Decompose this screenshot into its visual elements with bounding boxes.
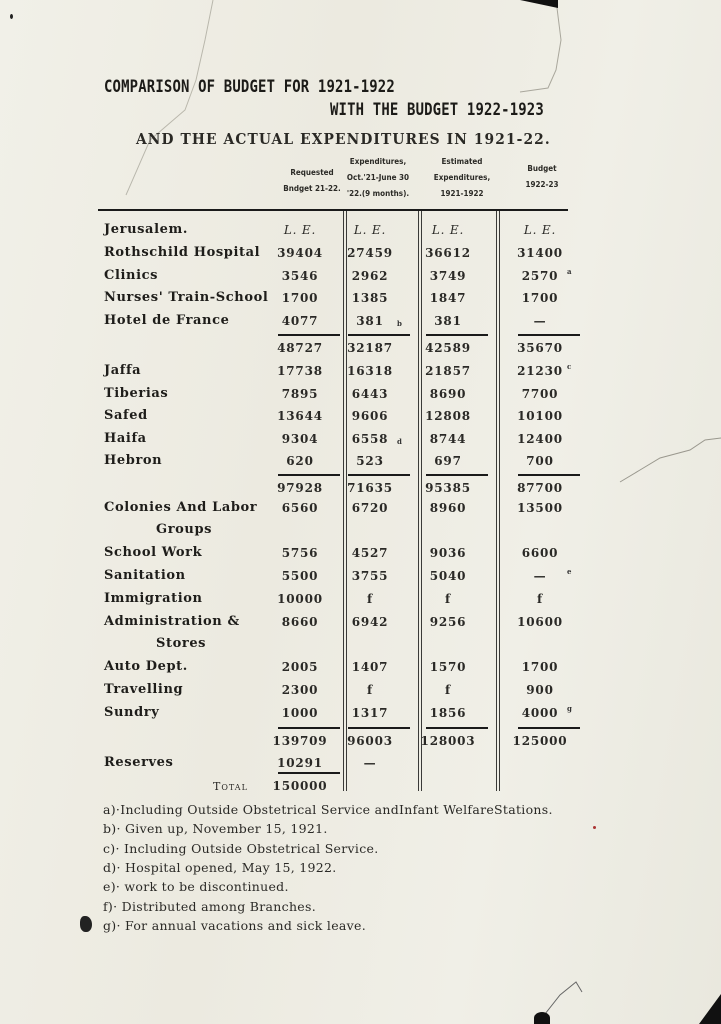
- cell-value: 21230: [517, 364, 563, 378]
- sum-rule: [348, 727, 410, 729]
- cell-value: 35670: [517, 341, 563, 355]
- cell-value: 620: [286, 454, 314, 468]
- row-label-continued: Stores: [156, 636, 207, 651]
- cell-value: 5756: [281, 546, 319, 560]
- cell-value: 6443: [351, 387, 389, 401]
- row-label: Rothschild Hospital: [104, 245, 261, 260]
- header-rule: [98, 209, 568, 211]
- row-label: Tiberias: [104, 386, 169, 401]
- sum-rule: [348, 474, 410, 476]
- cell-value: 2300: [281, 683, 319, 697]
- row-label: Auto Dept.: [104, 659, 188, 674]
- cell-value: 900: [526, 683, 554, 697]
- cell-value: f: [445, 592, 451, 606]
- cell-value: f: [367, 683, 373, 697]
- row-label: Hotel de France: [104, 313, 230, 328]
- cell-value: 9606: [351, 409, 389, 423]
- footnote: b)· Given up, November 15, 1921.: [103, 821, 328, 837]
- cell-value: 97928: [277, 481, 323, 495]
- cell-value: 6600: [521, 546, 559, 560]
- sum-rule: [348, 334, 410, 336]
- cell-value: 1847: [429, 291, 467, 305]
- footnote: d)· Hospital opened, May 15, 1922.: [103, 859, 337, 875]
- cell-value: 10000: [277, 592, 323, 606]
- cell-value: 1570: [429, 660, 467, 674]
- cell-value: 42589: [425, 341, 471, 355]
- cell-value: 8960: [429, 501, 467, 515]
- cell-value: —: [533, 569, 547, 583]
- cell-value: 27459: [347, 246, 393, 260]
- row-label: Safed: [104, 408, 148, 423]
- cell-value: 6560: [281, 501, 319, 515]
- cell-value: 4077: [281, 314, 319, 328]
- cell-value: 87700: [517, 481, 563, 495]
- cell-value: f: [537, 592, 543, 606]
- row-label: Colonies And Labor: [104, 500, 258, 515]
- currency-unit: L. E.: [353, 223, 387, 237]
- document-title: COMPARISON OF BUDGET FOR 1921-1922: [104, 77, 395, 97]
- cell-value: 12400: [517, 432, 563, 446]
- cell-value: 10291: [277, 756, 323, 770]
- cell-value: 21857: [425, 364, 471, 378]
- cell-value: 1700: [281, 291, 319, 305]
- cell-value: 10100: [517, 409, 563, 423]
- cell-value: 125000: [512, 734, 568, 748]
- cell-value: 16318: [347, 364, 393, 378]
- row-label-continued: Groups: [156, 522, 213, 537]
- cell-value: —: [363, 756, 377, 770]
- row-label: Nurses' Train-School: [104, 290, 269, 305]
- sum-rule: [278, 772, 340, 774]
- cell-value: 36612: [425, 246, 471, 260]
- torn-corner: [699, 994, 721, 1024]
- column-header-budget: Budget 1922-23: [525, 164, 559, 189]
- cell-value: 48727: [277, 341, 323, 355]
- row-label: School Work: [104, 545, 203, 560]
- currency-unit: L. E.: [523, 223, 557, 237]
- cell-value: 71635: [347, 481, 393, 495]
- cell-value: f: [367, 592, 373, 606]
- cell-value: 4000: [521, 706, 559, 720]
- cell-value: 697: [434, 454, 462, 468]
- sum-rule: [426, 474, 488, 476]
- row-label: Administration &: [104, 614, 240, 629]
- footnote-marker: a: [567, 267, 572, 276]
- sum-rule: [518, 334, 580, 336]
- row-label: Sundry: [104, 705, 160, 720]
- currency-unit: L. E.: [431, 223, 465, 237]
- ink-speck: [10, 14, 13, 19]
- sum-rule: [278, 334, 340, 336]
- column-header-expenditures: Expenditures, Oct.'21-June 30 '22.(9 months).: [346, 157, 410, 198]
- row-label: Jaffa: [104, 363, 142, 378]
- ink-blot: [534, 1012, 550, 1024]
- cell-value: 8744: [429, 432, 467, 446]
- sum-rule: [518, 474, 580, 476]
- cell-value: 7700: [521, 387, 559, 401]
- sum-rule: [426, 727, 488, 729]
- sum-rule: [278, 727, 340, 729]
- cell-value: 523: [356, 454, 384, 468]
- cell-value: f: [445, 683, 451, 697]
- footnote-marker: c: [567, 362, 572, 371]
- document-subtitle: AND THE ACTUAL EXPENDITURES IN 1921-22.: [136, 130, 551, 148]
- cell-value: 2962: [351, 269, 389, 283]
- cell-value: 1000: [281, 706, 319, 720]
- row-label: Jerusalem.: [104, 222, 188, 237]
- cell-value: 10600: [517, 615, 563, 629]
- footnote: f)· Distributed among Branches.: [103, 898, 316, 914]
- total-label: Total: [213, 780, 248, 793]
- cell-value: 7895: [281, 387, 319, 401]
- cell-value: 3749: [429, 269, 467, 283]
- cell-value: 139709: [272, 734, 328, 748]
- cell-value: 13500: [517, 501, 563, 515]
- cell-value: 128003: [420, 734, 476, 748]
- cell-value: 6942: [351, 615, 389, 629]
- column-header-requested: Requested Bndget 21-22.: [283, 168, 341, 193]
- row-label: Immigration: [104, 591, 203, 606]
- cell-value: 31400: [517, 246, 563, 260]
- column-divider: [499, 211, 500, 791]
- cell-value: 39404: [277, 246, 323, 260]
- cell-value: 2005: [281, 660, 319, 674]
- cell-value: 1856: [429, 706, 467, 720]
- footnote: c)· Including Outside Obstetrical Service.: [103, 840, 379, 856]
- cell-value: 3546: [281, 269, 319, 283]
- cell-value: 1317: [351, 706, 389, 720]
- ink-speck: [80, 916, 92, 932]
- cell-value: 6558: [351, 432, 389, 446]
- sum-rule: [518, 727, 580, 729]
- cell-value: 32187: [347, 341, 393, 355]
- row-label: Hebron: [104, 453, 163, 468]
- cell-value: 5500: [281, 569, 319, 583]
- sum-rule: [278, 474, 340, 476]
- column-divider: [496, 211, 497, 791]
- sum-rule: [426, 334, 488, 336]
- cell-value: 6720: [351, 501, 389, 515]
- cell-value: —: [533, 314, 547, 328]
- cell-value: 4527: [351, 546, 389, 560]
- cell-value: 381: [434, 314, 462, 328]
- row-label: Travelling: [104, 682, 184, 697]
- cell-value: 13644: [277, 409, 323, 423]
- cell-value: 1385: [351, 291, 389, 305]
- cell-value: 8660: [281, 615, 319, 629]
- document-title-line2: WITH THE BUDGET 1922-1923: [330, 100, 544, 120]
- footnote: a)·Including Outside Obstetrical Service andInfant WelfareStations.: [103, 802, 553, 817]
- row-label: Clinics: [104, 268, 159, 283]
- ink-speck: [593, 826, 596, 829]
- cell-value: 5040: [429, 569, 467, 583]
- cell-value: 3755: [351, 569, 389, 583]
- cell-value: 1700: [521, 291, 559, 305]
- column-header-estimated: Estimated Expenditures, 1921-1922: [433, 157, 491, 198]
- cell-value: 9256: [429, 615, 467, 629]
- cell-value: 9304: [281, 432, 319, 446]
- row-label: Haifa: [104, 431, 147, 446]
- row-label: Sanitation: [104, 568, 186, 583]
- cell-value: 700: [526, 454, 554, 468]
- footnote: g)· For annual vacations and sick leave.: [103, 917, 366, 933]
- cell-value: 1407: [351, 660, 389, 674]
- cell-value: 150000: [272, 779, 328, 793]
- footnote-marker: d: [397, 437, 402, 446]
- cell-value: 96003: [347, 734, 393, 748]
- currency-unit: L. E.: [283, 223, 317, 237]
- footnote-marker: e: [567, 567, 572, 576]
- footnote-marker: b: [397, 319, 402, 328]
- cell-value: 12808: [425, 409, 471, 423]
- cell-value: 2570: [521, 269, 559, 283]
- footnote-marker: g: [567, 704, 572, 713]
- cell-value: 1700: [521, 660, 559, 674]
- cell-value: 8690: [429, 387, 467, 401]
- cell-value: 381: [356, 314, 384, 328]
- row-label: Reserves: [104, 755, 174, 770]
- torn-corner: [520, 0, 558, 8]
- cell-value: 17738: [277, 364, 323, 378]
- footnote: e)· work to be discontinued.: [103, 879, 289, 895]
- cell-value: 9036: [429, 546, 467, 560]
- cell-value: 95385: [425, 481, 471, 495]
